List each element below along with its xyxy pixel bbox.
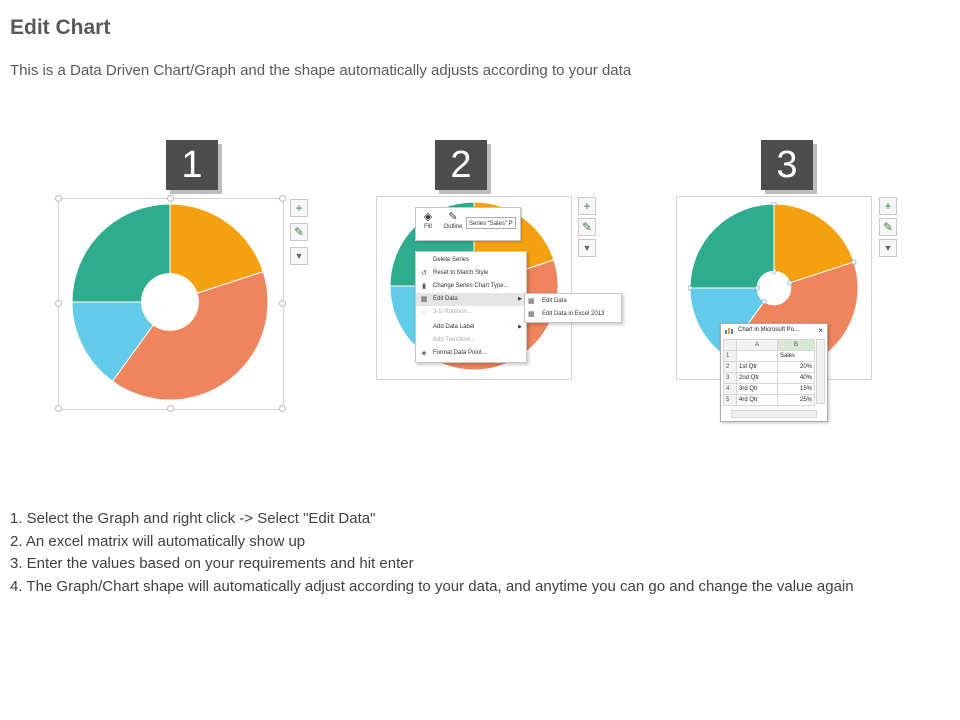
resize-handle[interactable] bbox=[279, 405, 286, 412]
selection-handle[interactable] bbox=[755, 286, 759, 290]
instruction-step-4: 4. The Graph/Chart shape will automatically adjust according to your data, and anytime you can go and change the value again bbox=[10, 577, 854, 595]
fill-label: Fill bbox=[424, 224, 432, 230]
chart-filter-icon[interactable]: ▼ bbox=[290, 247, 308, 265]
submenu-item-edit-in-excel[interactable]: ▦ Edit Data in Excel 2013 bbox=[525, 308, 621, 321]
excel-window-title: Chart in Microsoft Po... bbox=[738, 327, 800, 333]
chart-filter-icon[interactable]: ▼ bbox=[879, 239, 897, 257]
row-header[interactable]: 5 bbox=[724, 395, 737, 406]
resize-handle[interactable] bbox=[279, 300, 286, 307]
cell[interactable]: 3rd Qtr bbox=[737, 384, 778, 395]
cell[interactable]: 1st Qtr bbox=[737, 362, 778, 373]
excel-icon: ▦ bbox=[528, 311, 535, 318]
chart-styles-brush-icon[interactable]: ✎ bbox=[290, 223, 308, 241]
submenu-arrow-icon: ▶ bbox=[518, 296, 522, 302]
cell[interactable]: 4rd Qtr bbox=[737, 395, 778, 406]
rotation-icon: ◌ bbox=[421, 309, 427, 316]
chart-elements-plus-icon[interactable]: + bbox=[578, 197, 596, 215]
cell[interactable]: Sales bbox=[778, 351, 815, 362]
menu-item-edit-data[interactable]: ▦ Edit Data ▶ bbox=[416, 293, 526, 306]
selection-handle[interactable] bbox=[688, 286, 692, 290]
table-row bbox=[724, 373, 815, 384]
menu-item-format-data-point[interactable]: ◈ Format Data Point... bbox=[416, 347, 526, 360]
menu-item-add-trendline[interactable]: Add Trendline... bbox=[433, 337, 476, 343]
chart-filter-icon[interactable]: ▼ bbox=[578, 239, 596, 257]
excel-grid bbox=[723, 339, 815, 406]
selection-handle[interactable] bbox=[852, 260, 856, 264]
donut-slice-4rd-qtr[interactable] bbox=[72, 204, 170, 302]
column-header[interactable]: A bbox=[737, 340, 778, 351]
paint-bucket-icon: ◈ bbox=[423, 211, 433, 223]
cell[interactable]: 15% bbox=[778, 384, 815, 395]
donut-chart-1[interactable] bbox=[70, 202, 270, 402]
row-header[interactable]: 2 bbox=[724, 362, 737, 373]
table-icon: ▦ bbox=[528, 298, 535, 305]
cell[interactable]: 20% bbox=[778, 362, 815, 373]
instruction-step-2: 2. An excel matrix will automatically show up bbox=[10, 532, 306, 550]
series-select[interactable]: Series "Sales" P bbox=[466, 217, 516, 229]
reset-icon: ↺ bbox=[421, 270, 427, 277]
cell[interactable]: 2nd Qtr bbox=[737, 373, 778, 384]
row-header[interactable]: 1 bbox=[724, 351, 737, 362]
donut-slice-4rd-qtr[interactable] bbox=[690, 204, 774, 288]
page-title: Edit Chart bbox=[10, 16, 111, 39]
menu-item-reset-style[interactable]: ↺ Reset to Match Style bbox=[416, 267, 526, 280]
cell[interactable] bbox=[737, 351, 778, 362]
resize-handle[interactable] bbox=[167, 195, 174, 202]
menu-item-delete-series[interactable]: Delete Series bbox=[433, 257, 470, 263]
selection-handle[interactable] bbox=[788, 281, 792, 285]
submenu-arrow-icon: ▶ bbox=[518, 324, 522, 330]
outline-button[interactable] bbox=[441, 210, 465, 230]
resize-handle[interactable] bbox=[55, 405, 62, 412]
table-row bbox=[724, 384, 815, 395]
edit-data-submenu bbox=[524, 293, 622, 323]
table-row bbox=[724, 362, 815, 373]
resize-handle[interactable] bbox=[55, 195, 62, 202]
context-menu bbox=[415, 251, 527, 363]
submenu-item-edit-data[interactable]: ▦ Edit Data bbox=[525, 295, 621, 308]
corner-cell[interactable] bbox=[724, 340, 737, 351]
step-badge-1: 1 bbox=[166, 140, 218, 190]
chart-elements-plus-icon[interactable]: + bbox=[879, 197, 897, 215]
vertical-scrollbar[interactable] bbox=[816, 339, 825, 404]
resize-handle[interactable] bbox=[279, 195, 286, 202]
column-header[interactable]: B bbox=[778, 340, 815, 351]
instruction-step-3: 3. Enter the values based on your requirements and hit enter bbox=[10, 555, 414, 572]
format-mini-toolbar bbox=[415, 207, 521, 241]
chart-icon bbox=[725, 327, 733, 334]
chart-elements-plus-icon[interactable]: + bbox=[290, 199, 308, 217]
menu-item-3d-rotation[interactable]: ◌ 3-D Rotation... bbox=[416, 306, 526, 319]
selection-handle[interactable] bbox=[762, 299, 766, 303]
table-row bbox=[724, 395, 815, 406]
instruction-step-1: 1. Select the Graph and right click -> Select "Edit Data" bbox=[10, 510, 376, 527]
chart-type-icon: ▮ bbox=[422, 283, 426, 290]
excel-data-window bbox=[720, 323, 828, 422]
outline-label: Outline bbox=[443, 224, 463, 230]
step-badge-3: 3 bbox=[761, 140, 813, 190]
table-icon: ▦ bbox=[420, 296, 428, 303]
row-header[interactable]: 4 bbox=[724, 384, 737, 395]
chart-styles-brush-icon[interactable]: ✎ bbox=[879, 218, 897, 236]
format-icon: ◈ bbox=[421, 350, 427, 357]
close-icon[interactable]: × bbox=[818, 326, 823, 335]
fill-button[interactable] bbox=[419, 210, 437, 230]
resize-handle[interactable] bbox=[167, 405, 174, 412]
table-row bbox=[724, 351, 815, 362]
excel-titlebar bbox=[721, 324, 827, 337]
chart-styles-brush-icon[interactable]: ✎ bbox=[578, 218, 596, 236]
menu-item-add-data-label[interactable]: Add Data Label ▶ bbox=[416, 321, 526, 334]
pen-icon: ✎ bbox=[448, 211, 458, 223]
resize-handle[interactable] bbox=[55, 300, 62, 307]
horizontal-scrollbar[interactable] bbox=[731, 410, 817, 418]
instructions-list bbox=[10, 508, 940, 598]
cell[interactable]: 40% bbox=[778, 373, 815, 384]
row-header[interactable]: 3 bbox=[724, 373, 737, 384]
step-badge-2: 2 bbox=[435, 140, 487, 190]
page-subtitle: This is a Data Driven Chart/Graph and the shape automatically adjusts according to your data bbox=[10, 62, 632, 79]
menu-item-change-chart-type[interactable]: ▮ Change Series Chart Type... bbox=[416, 280, 526, 293]
cell[interactable]: 25% bbox=[778, 395, 815, 406]
